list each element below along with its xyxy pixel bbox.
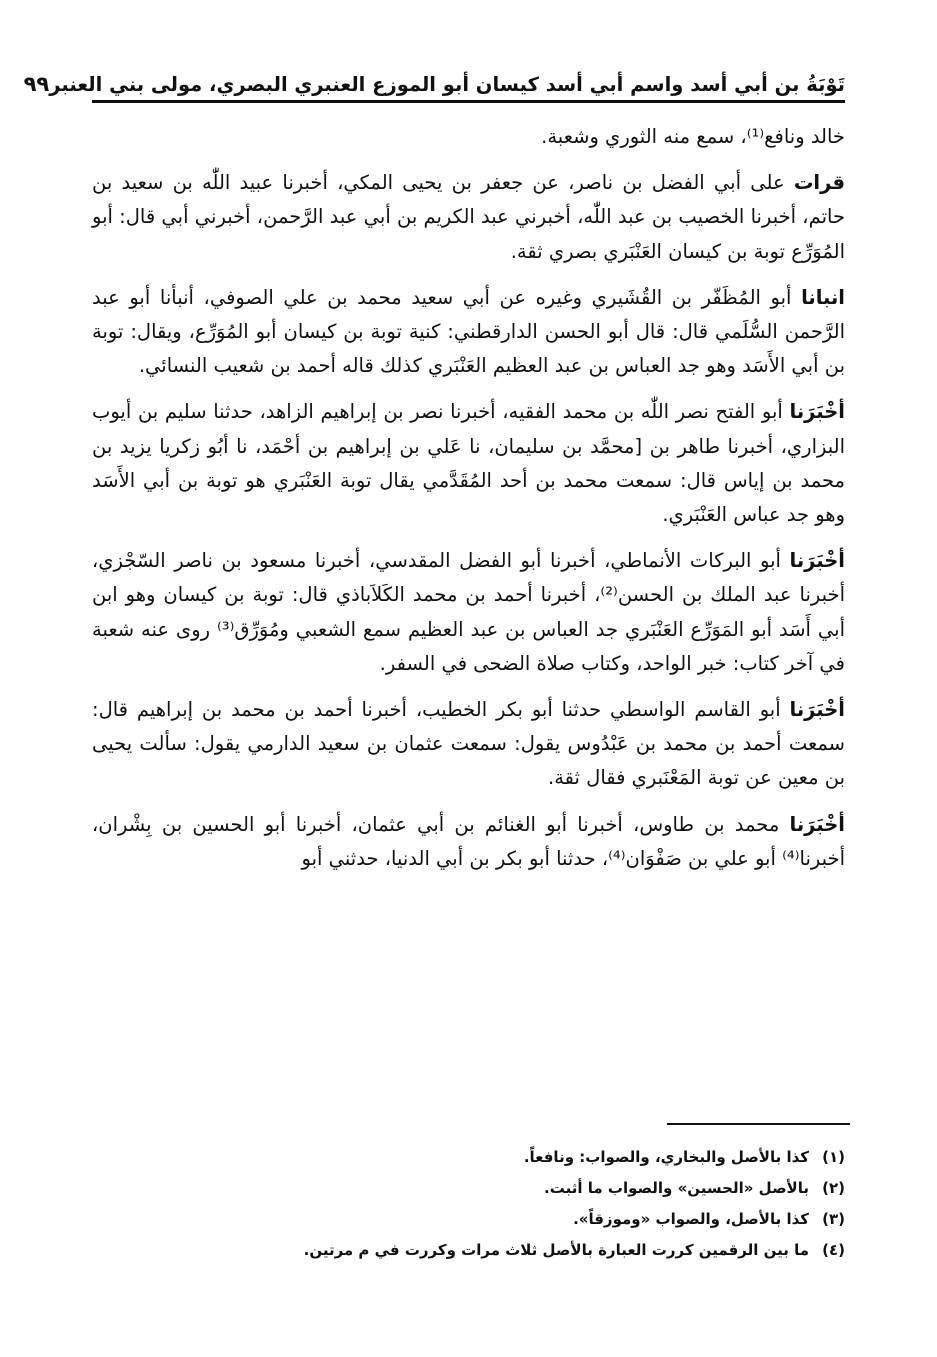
paragraph-text: أبو المُظَفّر بن القُشَيري وغيره عن أبي سعيد محمد بن علي الصوفي، أنبأنا أبو عبد الرَّحمن السُّلَمي قال: قال أبو الحسن الدارقطني: كنية توبة بن كيسان أبو المُوَرِّع، ويقال: توبة بن أبي الأَسَد وهو جد العباس بن عبد العظيم العَنْبَري كذلك قاله أحمد بن شعيب النسائي. [92,285,845,378]
header-rule [92,100,845,103]
paragraph-lead-word: قرات [793,171,845,195]
footnote-text: ما بين الرقمين كررت العبارة بالأصل ثلاث مرات وكررت في م مرتين. [303,1241,809,1259]
paragraph [92,808,845,876]
paragraph-lead-word: أخْبَرَنا [789,400,845,424]
paragraph-lead-word: أخْبَرَنا [789,698,845,722]
footnote-number: (٤) [822,1241,845,1259]
main-text [92,120,845,888]
paragraph-text: أبو البركات الأنماطي، أخبرنا أبو الفضل المقدسي، أخبرنا مسعود بن ناصر السّجْزي، أخبرنا عبد الملك بن الحسن⁽²⁾، أخبرنا أحمد بن محمد الكَلاَباذي قال: توبة بن كيسان وهو ابن أبي أَسَد أبو المَوَرِّع العَنْبَري جد العباس بن عبد العظيم سمع الشعبي ومُوَرِّق⁽³⁾ روى عنه شعبة في آخر كتاب: خبر الواحد، وكتاب صلاة الضحى في السفر. [92,549,845,675]
footnotes [250,1142,845,1266]
paragraph-lead-word: أخْبَرَنا [789,549,845,573]
paragraph-lead-word: انبانا [801,285,845,309]
footnote-text: كذا بالأصل والبخاري، والصواب: ونافعاً. [523,1148,809,1166]
footnote-separator [667,1123,850,1125]
paragraph-text: خالد ونافع⁽¹⁾، سمع منه الثوري وشعبة. [541,125,845,148]
paragraph [92,395,845,532]
paragraph [92,693,845,796]
footnote-text: بالأصل «الحسين» والصواب ما أثبت. [544,1179,809,1197]
footnote-number: (٢) [822,1179,845,1197]
footnote-number: (٣) [822,1210,845,1228]
paragraph [92,544,845,681]
paragraph-text: أبو القاسم الواسطي حدثنا أبو بكر الخطيب، أخبرنا أحمد بن محمد بن إبراهيم قال: سمعت أحمد بن محمد بن عَبْدُوس يقول: سمعت عثمان بن سعيد الدارمي يقول: سألت يحيى بن معين عن توبة المَعْنَبري فقال ثقة. [92,698,845,790]
footnote-number: (١) [822,1148,845,1166]
paragraph [92,166,845,269]
page-header [23,52,845,96]
paragraph [92,120,845,154]
footnote [250,1173,845,1204]
paragraph-text: محمد بن طاوس، أخبرنا أبو الغنائم بن أبي عثمان، أخبرنا أبو الحسين بن بِشْران، أخبرنا⁽⁴⁾ أبو علي بن صَفْوَان⁽⁴⁾، حدثنا أبو بكر بن أبي الدنيا، حدثني أبو [92,812,845,870]
footnote [250,1142,845,1173]
page-number: ٩٩ [23,72,50,96]
footnote [250,1235,845,1266]
paragraph-text: على أبي الفضل بن ناصر، عن جعفر بن يحيى المكي، أخبرنا عبيد اللّٰه بن سعيد بن حاتم، أخبرنا الخصيب بن عبد اللّٰه، أخبرني عبد الكريم بن أبي عبد الرَّحمن، أخبرني أبي قال: أبو المُوَرِّع توبة بن كيسان العَنْبَري بصري ثقة. [92,171,845,263]
footnote [250,1204,845,1235]
paragraph-text: أبو الفتح نصر اللّٰه بن محمد الفقيه، أخبرنا نصر بن إبراهيم الزاهد، حدثنا سليم بن أيوب البزاري، أخبرنا طاهر بن [محمَّد بن سليمان، نا عَلي بن إبراهيم بن أحْمَد، نا أبُو زكريا يزيد بن محمد بن إياس قال: سمعت محمد بن أحد المُقَدَّمي يقال توبة العَنْبَري هو توبة بن أبي الأَسَد وهو جد عباس العَنْبَري. [92,400,845,527]
running-title: تَوْبَةُ بن أبي أسد واسم أبي أسد كيسان أبو الموزع العنبري البصري، مولى بني العنبر [49,73,845,96]
paragraph-lead-word: أخْبَرَنا [789,812,845,836]
footnote-text: كذا بالأصل، والصواب «وموزقاً». [573,1210,809,1228]
paragraph [92,281,845,384]
